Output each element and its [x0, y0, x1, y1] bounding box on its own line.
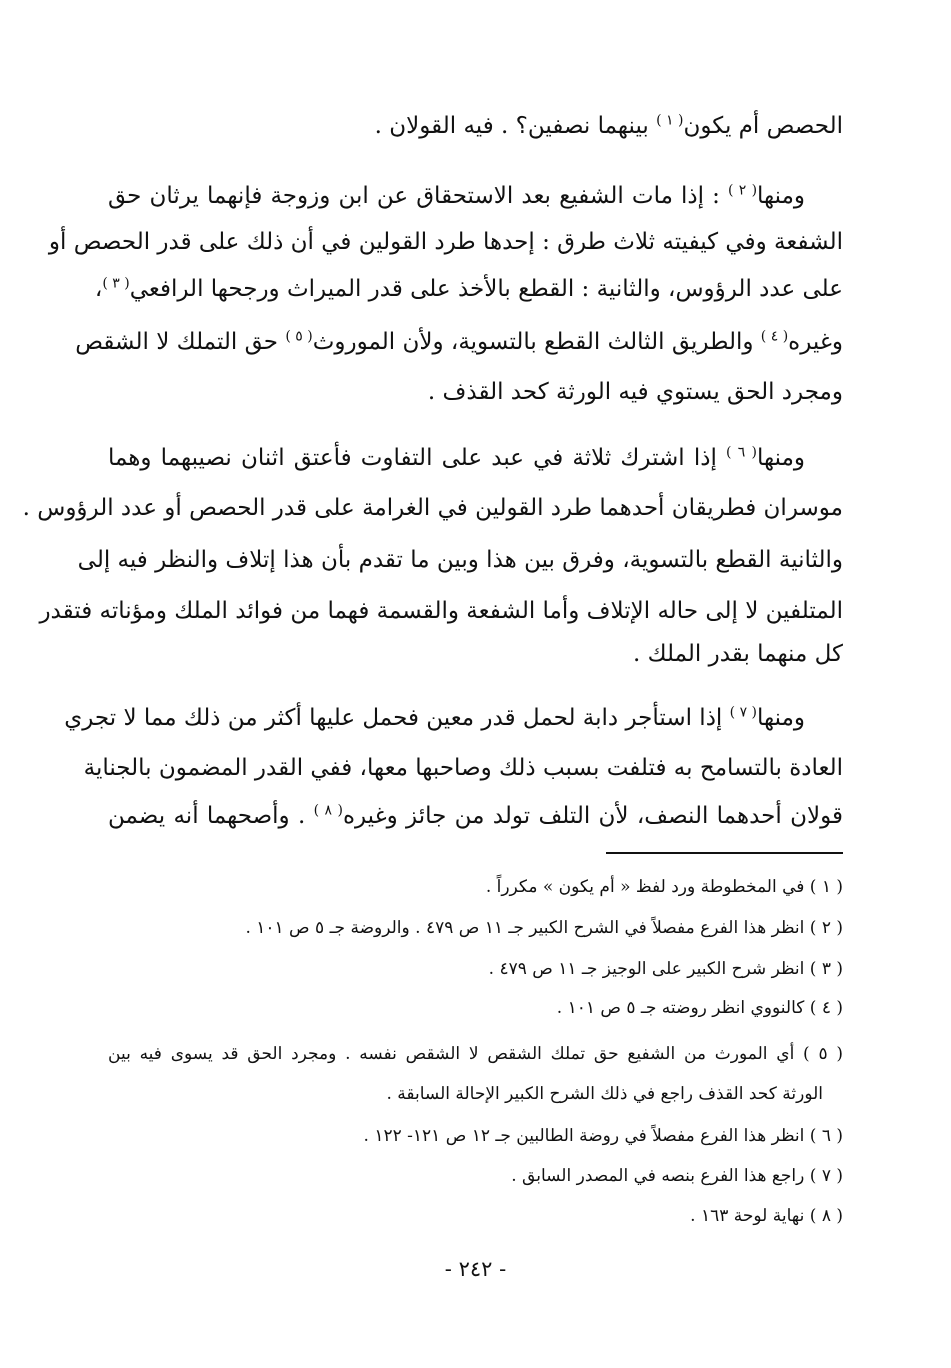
footnote-ref: ( ٢ ) [728, 182, 758, 199]
footnote: ( ٨ ) نهاية لوحة ١٦٣ . [690, 1206, 843, 1226]
text-line: كل منهما بقدر الملك . [633, 641, 843, 667]
footnote-ref: ( ٦ ) [725, 444, 758, 461]
text-line [375, 108, 843, 144]
text-segment: ، [94, 276, 103, 302]
text-line [94, 271, 843, 307]
text-segment: بينهما نصفين؟ . فيه القولان . [374, 113, 649, 139]
text-line: ومجرد الحق يستوي فيه الورثة كحد القذف . [427, 379, 843, 405]
footnote: ( ٢ ) انظر هذا الفرع مفصلاً في الشرح الكبير جـ ١١ ص ٤٧٩ . والروضة جـ ٥ ص ١٠١ . [245, 918, 843, 938]
text-line [75, 324, 843, 360]
text-segment: قولان أحدهما النصف، لأن التلف تولد من جائز وغيره [342, 803, 843, 829]
text-line [108, 440, 805, 476]
footnote: ( ٤ ) كالنووي انظر روضته جـ ٥ ص ١٠١ . [556, 998, 843, 1018]
footnote: ( ٦ ) انظر هذا الفرع مفصلاً في روضة الطالبين جـ ١٢ ص ١٢١- ١٢٢ . [363, 1126, 843, 1146]
footnote-ref: ( ٧ ) [729, 704, 758, 721]
footnote-ref: ( ٨ ) [313, 802, 343, 819]
text-line [64, 700, 805, 736]
text-segment: الحصص أم يكون [683, 113, 843, 139]
text-segment: إذا استأجر دابة لحمل قدر معين فحمل عليها أكثر من ذلك مما لا تجري [64, 705, 723, 731]
text-line: المتلفين لا إلى حاله الإتلاف وأما الشفعة والقسمة فهما من فوائد الملك ومؤناته فتقدر [39, 598, 843, 624]
footnote: ( ١ ) في المخطوطة ورد لفظ « أم يكون » مكرراً . [485, 877, 843, 897]
text-segment: حق التملك لا الشقص [75, 329, 279, 355]
text-segment: والطريق الثالث القطع بالتسوية، ولأن الموروث [312, 329, 754, 355]
footnote: ( ٥ ) أي المورث من الشفيع حق تملك الشقص لا الشقص نفسه . ومجرد الحق قد يسوى فيه بين [108, 1044, 843, 1064]
text-segment: إذا اشترك ثلاثة في عبد على التفاوت فأعتق اثنان نصيبهما وهما [108, 445, 717, 471]
footnote-ref: ( ١ ) [656, 112, 684, 129]
footnote: ( ٧ ) راجع هذا الفرع بنصه في المصدر السابق . [511, 1166, 843, 1186]
footnote-ref: ( ٥ ) [285, 328, 313, 345]
text-line: والثانية القطع بالتسوية، وفرق بين هذا وبين ما تقدم بأن هذا إتلاف والنظر فيه إلى [77, 547, 843, 573]
text-segment: ومنها [757, 705, 805, 731]
footnote-ref: ( ٣ ) [102, 275, 130, 292]
page-number: - ٢٤٢ - [444, 1257, 507, 1281]
text-line: العادة بالتسامح به فتلفت بسبب ذلك وصاحبها معها، ففي القدر المضمون بالجناية [83, 755, 843, 781]
footnote: ( ٣ ) انظر شرح الكبير على الوجيز جـ ١١ ص ٤٧٩ . [488, 959, 843, 979]
footnote-ref: ( ٤ ) [760, 328, 789, 345]
text-line [108, 178, 805, 214]
footnote-continuation: الورثة كحد القذف راجع في ذلك الشرح الكبير الإحالة السابقة . [386, 1084, 823, 1104]
text-line [108, 798, 843, 834]
text-segment: ومنها [757, 445, 805, 471]
footnote-separator [606, 852, 843, 854]
text-segment: على عدد الرؤوس، والثانية : القطع بالأخذ على قدر الميراث ورجحها الرافعي [129, 276, 843, 302]
text-line: موسران فطريقان أحدهما طرد القولين في الغرامة على قدر الحصص أو عدد الرؤوس . [22, 495, 843, 521]
text-segment: وغيره [788, 329, 843, 355]
text-segment: . وأصحهما أنه يضمن [108, 803, 306, 829]
text-line: الشفعة وفي كيفيته ثلاث طرق : إحدها طرد القولين في أن ذلك على قدر الحصص أو [48, 229, 843, 255]
text-segment: : إذا مات الشفيع بعد الاستحقاق عن ابن وزوجة فإنهما يرثان حق [108, 183, 720, 209]
text-segment: ومنها [757, 183, 806, 209]
